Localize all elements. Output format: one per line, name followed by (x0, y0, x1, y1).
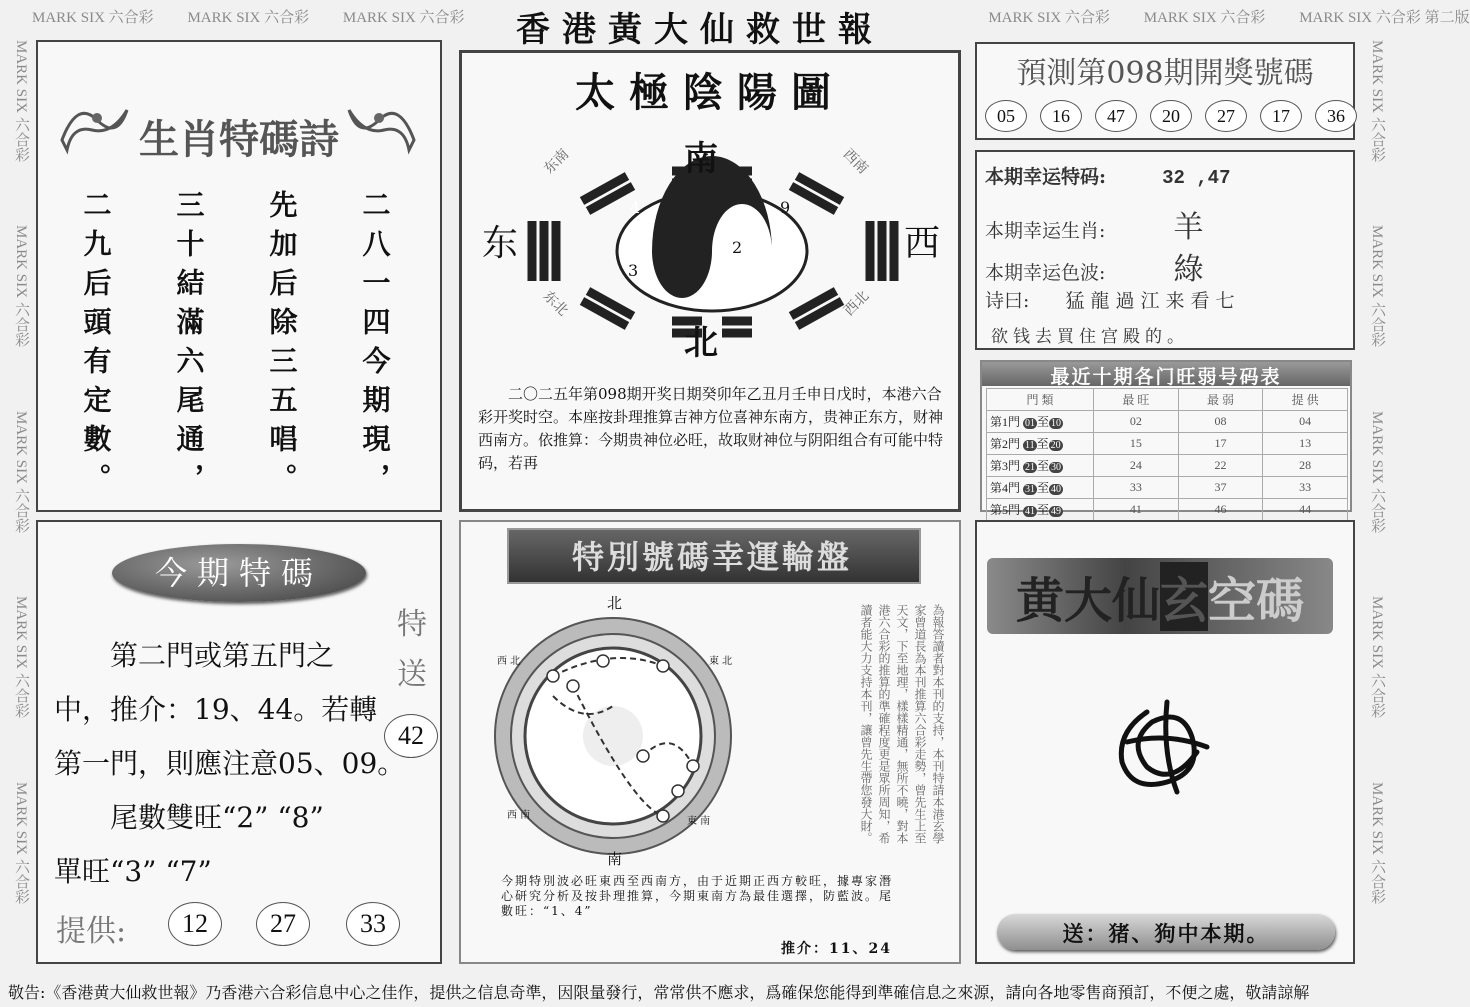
prediction-number: 47 (1095, 100, 1137, 132)
border-text: MARK SIX 六合彩 (13, 781, 29, 904)
door-offer: 13 (1263, 433, 1348, 455)
special-line2: 中，推介：19、44。若轉 (54, 693, 378, 726)
door-range-to: 49 (1051, 506, 1062, 517)
direction-south: 南 (684, 139, 718, 179)
doors-name-cell: 第4門 31 至 40 (987, 477, 1094, 499)
lucky-special-value: 32 ,47 (1162, 167, 1231, 189)
huang-title-part: 大 (1063, 572, 1112, 629)
lucky-color-row (985, 244, 1203, 288)
label-northwest: 西北 (841, 288, 873, 320)
poem-column-2 (169, 190, 209, 502)
border-text: MARK SIX 六合彩 (1369, 40, 1385, 162)
doors-name-cell: 第1門 01 至 10 (987, 411, 1094, 433)
dragon-left-icon (52, 90, 132, 160)
doors-row (987, 411, 1348, 433)
door-range-from: 11 (1025, 440, 1035, 451)
door-name: 第2門 (990, 437, 1021, 451)
border-text: MARK SIX 六合彩 (1369, 225, 1385, 348)
door-cold: 46 (1178, 499, 1263, 521)
door-cold: 22 (1178, 455, 1263, 477)
poem-column-1-text: 二九后頭有定數。 (79, 190, 113, 502)
lucky-panel (975, 150, 1355, 350)
special-line3: 第一門，則應注意05、09。 (54, 747, 406, 780)
door-cold: 17 (1178, 433, 1263, 455)
door-name: 第3門 (990, 459, 1021, 473)
taiji-number: 4 (630, 198, 641, 217)
door-hot: 02 (1094, 411, 1179, 433)
poem-column-4-text: 二八一四今期現， (358, 190, 392, 502)
doors-header: 最 旺 (1094, 389, 1179, 411)
wheel-south: 南 (607, 850, 623, 868)
taiji-text: 二〇二五年第098期开奖日期癸卯年乙丑月壬申日戊时，本港六合彩开奖时空。本座按卦理推算吉神方位喜神东南方，贵神正东方，财神西南方。依推算：今期贵神位必旺，故取财神位与阴阳组合有可能中特码，若再 (478, 385, 944, 472)
poem-panel (36, 40, 442, 512)
poem-column-1 (76, 190, 116, 502)
lucky-special-row (985, 162, 1230, 189)
wheel-recommend: 推介：11、24 (781, 941, 892, 957)
provide-label: 提供: (56, 914, 127, 949)
masthead-title: 香港黃大仙救世報 (516, 10, 884, 50)
special-line1: 第二門或第五門之 (110, 639, 335, 672)
taiji-number: 2 (732, 238, 743, 257)
border-text: MARK SIX 六合彩 (32, 10, 154, 26)
wheel-bottom-text: 今期特別波必旺東西至西南方，由于近期正西方較旺，據專家潛心研究分析及按卦理推算，今期東南方為最佳選擇，防藍波。尾數旺：“1、4” (501, 874, 894, 918)
lucky-color-value: 綠 (1173, 252, 1204, 287)
door-range-to: 10 (1051, 418, 1062, 429)
door-cold: 08 (1178, 411, 1263, 433)
doors-name-cell: 第5門 41 至 49 (987, 499, 1094, 521)
label-northeast: 东北 (539, 288, 571, 320)
door-name: 第4門 (990, 481, 1021, 495)
direction-west: 西 (904, 223, 941, 264)
huang-gift: 送：猪、狗中本期。 (1062, 921, 1270, 946)
lucky-zodiac-row (985, 202, 1203, 246)
direction-east: 东 (482, 223, 519, 264)
lucky-color-label: 本期幸运色波: (985, 262, 1106, 284)
prediction-number: 20 (1150, 100, 1192, 132)
door-range-to: 20 (1050, 440, 1061, 451)
border-text: MARK SIX 六合彩 (1143, 10, 1266, 26)
wheel-north: 北 (607, 594, 623, 612)
special-line4: 尾數雙旺“2” “8” (110, 801, 324, 834)
wheel-southwest: 西 南 (507, 810, 531, 821)
prediction-number: 05 (985, 100, 1027, 132)
huang-title-part: 碼 (1256, 572, 1305, 629)
door-range-from: 31 (1025, 484, 1036, 495)
poem-column-4 (355, 190, 395, 502)
scribble-mark (1107, 692, 1217, 802)
dragon-right-icon (344, 90, 424, 160)
footer-notice: 敬告:《香港黄大仙救世報》乃香港六合彩信息中心之佳作，提供之信息奇準，因限量發行，常常供不應求，爲確保您能得到準確信息之來源，請向各地零售商預訂，不便之處，敬請諒解 (8, 983, 1310, 1002)
prediction-number: 36 (1315, 100, 1357, 132)
door-offer: 28 (1263, 455, 1348, 477)
doors-panel (980, 360, 1352, 517)
label-southeast: 东南 (541, 146, 573, 178)
lucky-poem-label: 诗曰: (985, 290, 1030, 312)
border-text: MARK SIX 六合彩 (342, 10, 465, 26)
prediction-panel (975, 42, 1355, 140)
door-hot: 33 (1094, 477, 1179, 499)
lucky-zodiac-label: 本期幸运生肖: (985, 220, 1106, 242)
doors-row (987, 433, 1348, 455)
lucky-zodiac-value: 羊 (1173, 210, 1204, 245)
label-southwest: 西南 (839, 146, 871, 178)
special-code-title: 今期特碼 (154, 554, 323, 592)
huang-title-part: 仙 (1111, 572, 1160, 629)
prediction-numbers (985, 100, 1357, 132)
border-text: MARK SIX 六合彩 (1369, 781, 1385, 904)
border-text: MARK SIX 六合彩 (13, 596, 29, 718)
door-cold: 37 (1178, 477, 1263, 499)
border-text: MARK SIX 六合彩 (1299, 10, 1421, 26)
border-text: MARK SIX 六合彩 (988, 10, 1110, 26)
huang-panel (975, 520, 1355, 964)
border-text: MARK SIX 六合彩 (1369, 410, 1385, 533)
door-hot: 24 (1094, 455, 1179, 477)
door-offer: 33 (1263, 477, 1348, 499)
doors-header: 提 供 (1263, 389, 1348, 411)
door-range-from: 21 (1025, 462, 1036, 473)
doors-name-cell: 第3門 21 至 30 (987, 455, 1094, 477)
wheel-northwest: 西 北 (497, 656, 521, 667)
taiji-title: 太極陰陽圖 (575, 69, 845, 116)
taiji-number: 5 (772, 259, 783, 278)
doors-table (986, 388, 1348, 521)
prediction-number: 27 (1205, 100, 1247, 132)
doors-row (987, 499, 1348, 521)
special-line5: 單旺“3” “7” (54, 855, 212, 888)
special-side-label: 特送 (397, 607, 427, 692)
huang-banner (987, 558, 1333, 634)
border-side-label: 第二版 (1424, 10, 1470, 26)
door-range-from: 41 (1025, 506, 1036, 517)
lucky-poem-line1: 猛龍過江来看七 (1065, 290, 1241, 312)
doors-name-cell: 第2門 11 至 20 (987, 433, 1094, 455)
poem-column-3 (262, 190, 302, 502)
doors-title: 最近十期各门旺弱号码表 (982, 362, 1350, 386)
huang-title-part: 黄 (1015, 572, 1064, 629)
wheel-vertical-text: 為報答讀者對本刊的支持，本刊特請本港玄學家曾道長為本刊推算六合彩走勢，曾先生上至天文，下至地理，樣樣精通，無所不曉，對本港六合彩的推算的準確程度更是眾所周知，希讀者能大力支持本刊，讓曾先生帶您發大財。 (859, 604, 945, 844)
doors-header: 最 弱 (1178, 389, 1263, 411)
wheel-northeast: 東 北 (709, 656, 733, 667)
border-text: MARK SIX 六合彩 (13, 410, 29, 533)
prediction-number: 16 (1040, 100, 1082, 132)
doors-header: 門 類 (987, 389, 1094, 411)
door-hot: 41 (1094, 499, 1179, 521)
door-range-to: 40 (1051, 484, 1062, 495)
direction-north: 北 (684, 323, 718, 363)
huang-title-part: 空 (1208, 572, 1257, 629)
door-hot: 15 (1094, 433, 1179, 455)
door-range-from: 01 (1025, 418, 1036, 429)
door-name: 第1門 (990, 415, 1021, 429)
special-side-number: 42 (384, 714, 438, 758)
lucky-poem-line2: 欲钱去買住宫殿的。 (991, 327, 1189, 347)
prediction-number: 17 (1260, 100, 1302, 132)
lucky-special-label: 本期幸运特码: (985, 166, 1107, 188)
border-text: MARK SIX 六合彩 (1369, 596, 1385, 718)
door-offer: 04 (1263, 411, 1348, 433)
left-border-strip (4, 40, 32, 970)
prediction-title: 預測第098期開獎號碼 (1016, 56, 1314, 91)
right-border-strip (1358, 40, 1388, 970)
border-text: MARK SIX 六合彩 (13, 40, 29, 162)
door-range-to: 30 (1051, 462, 1062, 473)
doors-row (987, 477, 1348, 499)
wheel-panel (459, 520, 961, 964)
door-name: 第5門 (990, 503, 1021, 517)
lucky-wheel-diagram (483, 606, 743, 866)
lucky-poem-row (985, 286, 1240, 313)
provide-number: 12 (168, 902, 222, 946)
wheel-southeast: 東 南 (687, 816, 711, 827)
taiji-number: 9 (780, 198, 791, 217)
provide-number: 27 (256, 902, 310, 946)
poem-column-3-text: 先加后除三五唱。 (265, 190, 299, 502)
poem-column-2-text: 三十結滿六尾通， (172, 190, 206, 502)
border-text: MARK SIX 六合彩 (187, 10, 310, 26)
provide-number: 33 (346, 902, 400, 946)
wheel-title: 特別號碼幸運輪盤 (571, 538, 852, 576)
special-code-panel (36, 520, 442, 964)
taiji-panel (459, 50, 961, 512)
taiji-number: 3 (628, 261, 639, 280)
border-text: MARK SIX 六合彩 (13, 225, 29, 348)
doors-header-row (987, 389, 1348, 411)
huang-title-part: 玄 (1160, 562, 1208, 631)
doors-row (987, 455, 1348, 477)
poem-title: 生肖特碼詩 (139, 116, 339, 163)
door-offer: 44 (1263, 499, 1348, 521)
